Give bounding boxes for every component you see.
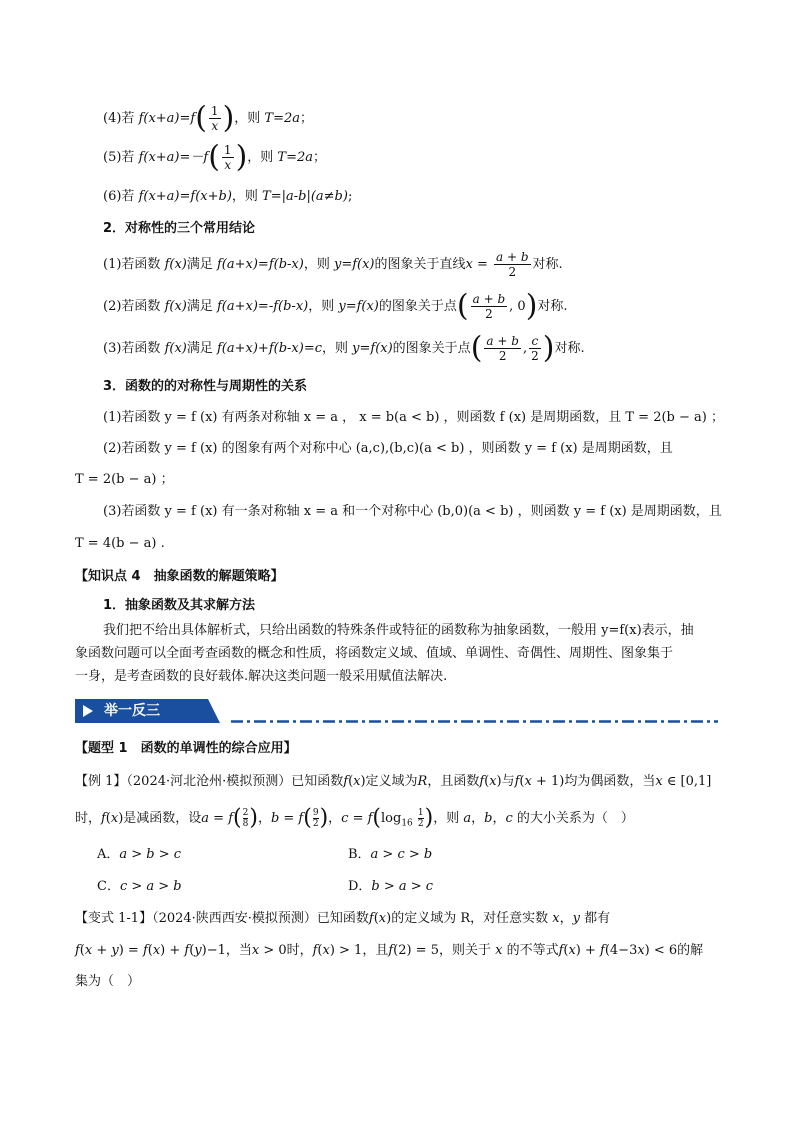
relation-line-5: T = 4(b − a) .: [75, 536, 165, 551]
symmetry-item-2: (2)若函数 f(x)满足 f(a+x)=-f(b-x)，则 y=f(x)的图象关于点( $\frac{a + b}{2}$ , 0)对称.: [103, 288, 568, 324]
variant-1-1-line-1: 【变式 1-1】（2024·陕西西安·模拟预测）已知函数𝑓(𝑥)的定义域为 R，对任意实数 𝑥，𝑦 都有: [75, 911, 611, 926]
option-a[interactable]: A．𝑎 > 𝑏 > 𝑐: [97, 847, 182, 862]
knowledge-point-4-title: 【知识点 4 抽象函数的解题策略】: [75, 569, 284, 584]
kp4-paragraph-line-3: 一身，是考查函数的良好载体.解决这类问题一般采用赋值法解决.: [75, 669, 448, 684]
option-d[interactable]: D．𝑏 > 𝑎 > 𝑐: [348, 879, 434, 894]
symmetry-item-3: (3)若函数 f(x)满足 f(a+x)+f(b-x)=c，则 y=f(x)的图象关于点( $\frac{a + b}{2}$ , $\frac{c}{2}$ )对称.: [103, 330, 585, 366]
option-c[interactable]: C．𝑐 > 𝑎 > 𝑏: [97, 879, 182, 894]
variant-1-1-line-3: 集为（ ）: [75, 974, 141, 989]
relation-line-2: (2)若函数 y = f (x) 的图象有两个对称中心 (a,c),(b,c)(a < b) ，则函数 y = f (x) 是周期函数，且: [103, 441, 673, 456]
relation-line-1: (1)若函数 y = f (x) 有两条对称轴 x = a ， x = b(a < b) ，则函数 f (x) 是周期函数，且 T = 2(b − a) ；: [103, 410, 724, 425]
example-1-line-2: 时，𝑓(𝑥)是减函数，设𝑎 = 𝑓( $\frac{2}{8}$ )，𝑏 = 𝑓( $\frac{9}{2}$ )，𝑐 = $𝑓(\log_{16}$ $\frac{1}{2}$ )，则 𝑎，𝑏，𝑐 的大小关系为（ ）: [75, 805, 634, 831]
symmetry-item-1: (1)若函数 f(x)满足 f(a+x)=f(b-x)，则 y=f(x)的图象关于直线x = $\frac{a + b}{2}$ 对称.: [103, 250, 563, 279]
periodic-item-5: (5)若 f(x+a)=－f( $\frac{1}{x}$ )，则 T=2a；: [103, 139, 327, 175]
kp4-paragraph-line-2: 象函数问题可以全面考查函数的概念和性质，将函数定义域、值域、单调性、奇偶性、周期性、图象集于: [75, 646, 674, 661]
relation-line-4: (3)若函数 y = f (x) 有一条对称轴 x = a 和一个对称中心 (b,0)(a < b) ，则函数 y = f (x) 是周期函数，且: [103, 504, 722, 519]
knowledge-point-4-subtitle: 1．抽象函数及其求解方法: [103, 598, 256, 613]
question-type-1-title: 【题型 1 函数的单调性的综合应用】: [75, 741, 297, 756]
variant-1-1-line-2: 𝑓(𝑥 + 𝑦) = 𝑓(𝑥) + 𝑓(𝑦)−1，当𝑥 > 0时，𝑓(𝑥) > 1，且𝑓(2) = 5，则关于 𝑥 的不等式𝑓(𝑥) + 𝑓(4−3𝑥) < 6的解: [75, 943, 704, 958]
relation-line-3: T = 2(b − a) ；: [75, 472, 174, 487]
play-arrow-icon: [83, 705, 93, 717]
relation-heading: 3．函数的的对称性与周期性的关系: [103, 379, 308, 394]
symmetry-heading: 2．对称性的三个常用结论: [103, 221, 256, 236]
option-b[interactable]: B．𝑎 > 𝑐 > 𝑏: [348, 847, 433, 862]
example-1-line-1: 【例 1】（2024·河北沧州·模拟预测）已知函数𝑓(𝑥)定义域为𝑅，且函数𝑓(𝑥)与𝑓(𝑥 + 1)均为偶函数，当𝑥 ∈ [0,1]: [75, 774, 712, 789]
dashed-divider: [231, 720, 718, 723]
periodic-item-6: (6)若 f(x+a)=f(x+b)，则 T=|a-b|(a≠b);: [103, 189, 353, 204]
banner-label: 举一反三: [104, 703, 160, 719]
kp4-paragraph-line-1: 我们把不给出具体解析式，只给出函数的特殊条件或特征的函数称为抽象函数，一般用 y=f(x)表示，抽: [103, 623, 694, 638]
periodic-item-4: (4)若 f(x+a)=f( $\frac{1}{x}$ )，则 T=2a；: [103, 100, 314, 136]
